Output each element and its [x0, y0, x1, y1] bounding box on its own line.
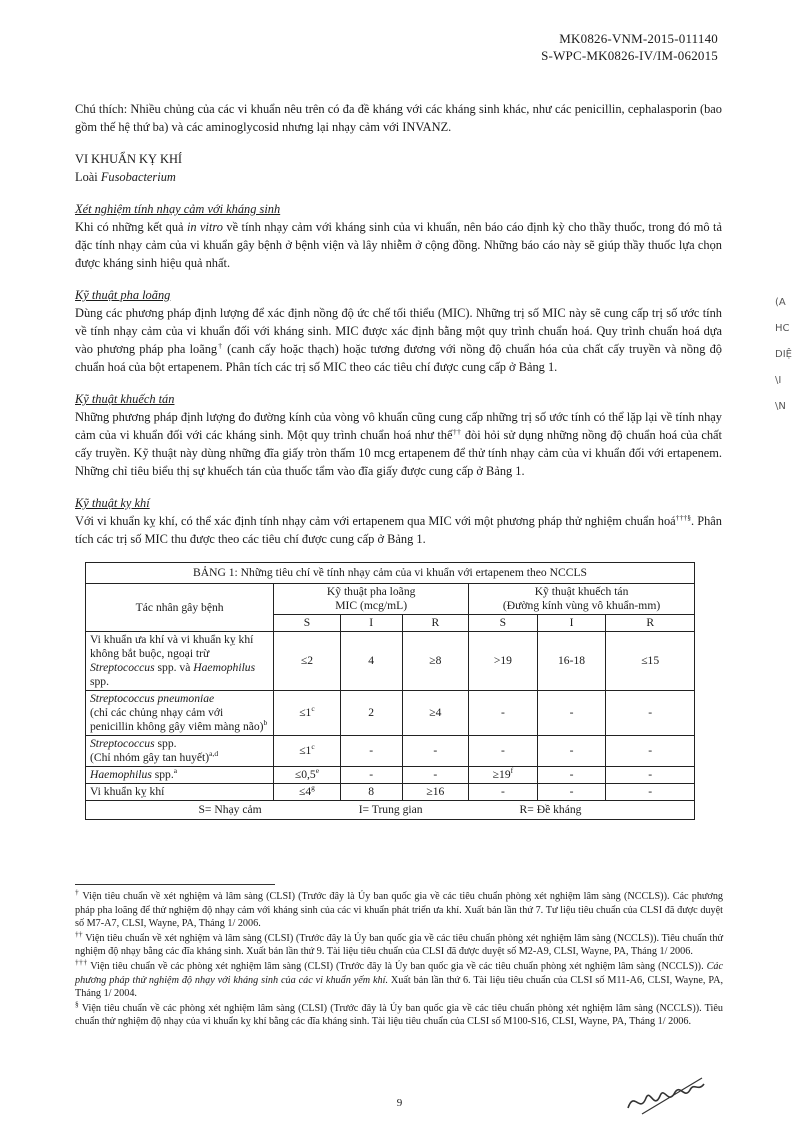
diffusion-text [75, 408, 722, 480]
text-italic: Streptococcus [90, 661, 155, 674]
footnote-ref: g [311, 783, 315, 793]
page-number: 9 [396, 1097, 403, 1109]
subheader-cell: S [274, 615, 340, 632]
footnote [75, 887, 724, 931]
table-row [86, 784, 695, 801]
susceptibility-text [75, 218, 722, 272]
value-cell: - [469, 784, 538, 801]
anaerobic-section [75, 494, 722, 548]
text-part: spp. và [154, 661, 194, 674]
cell-value: ≤1 [299, 706, 312, 719]
text-part: Dùng các phương pháp định lượng để xác định nồng độ ức chế tối thiểu (MIC). Những trị số MIC này sẽ cung cấp trị số ước tính về tính nhạy cảm của vi khuẩn đối với kháng sinh. MIC được xác định bằng một quy trình chuẩn hoá. Quy trình chuẩn hoá dựa vào phương pháp pha loãng [75, 306, 722, 356]
value-cell [274, 736, 340, 767]
header-text: (Đường kính vùng vô khuẩn-mm) [502, 599, 661, 612]
diffusion-heading: Kỹ thuật khuếch tán [75, 392, 175, 406]
edge-fragment: DIỆ [775, 349, 792, 360]
value-cell: - [606, 691, 695, 736]
main-content [75, 100, 722, 820]
text-italic: Haemophilus [193, 661, 256, 674]
document-reference: S-WPC-MK0826-IV/IM-062015 [541, 48, 718, 63]
value-cell: - [606, 736, 695, 767]
footnote-ref: † [217, 340, 224, 350]
footnote-mark: ††† [75, 957, 88, 967]
text-italic: Streptococcus pneumoniae [90, 692, 215, 705]
species-name: Fusobacterium [100, 170, 176, 184]
value-cell: 2 [340, 691, 402, 736]
subheader-cell: I [537, 615, 606, 632]
subheader-cell: R [402, 615, 468, 632]
legend-susceptible: S= Nhạy cảm [198, 803, 262, 816]
value-cell: - [606, 784, 695, 801]
value-cell: ≥8 [402, 632, 468, 691]
value-cell: - [537, 736, 606, 767]
footnote-mark: § [75, 999, 79, 1009]
footnotes [75, 887, 724, 1030]
footnote-mark: †† [75, 929, 83, 939]
value-cell: ≤15 [606, 632, 695, 691]
value-cell [274, 784, 340, 801]
footnote-divider [75, 884, 275, 885]
note-paragraph: Chú thích: Nhiều chủng của các vi khuẩn nêu trên có đa đề kháng với các kháng sinh khác, như các penicillin, cephalasporin (bao gồm thế hệ thứ ba) và các aminoglycosid nhưng lại nhạy cảm với INVANZ. [75, 102, 722, 134]
footnote-text: Viện tiêu chuẩn về các phòng xét nghiệm lâm sàng (CLSI) (Trước đây là Ủy ban quốc gia về các tiêu chuẩn phòng xét nghiệm lâm sàng (NCCLS)). Tiêu chuẩn thử nghiệm độ nhạy của vi khuẩn kỵ khí bằng các đĩa kháng sinh. Tài liệu tiêu chuẩn của CLSI số M100-S16, CLSI, Wayne, PA, Tháng 1/ 2006. [75, 1002, 723, 1028]
text-part: Vi khuẩn ưa khí và vi khuẩn kỵ khí không bắt buộc, ngoại trừ [90, 633, 254, 660]
text-part: . Phân tích các trị số MIC thu được theo các tiêu chí được cung cấp ở Bảng 1. [75, 514, 722, 546]
value-cell: - [469, 736, 538, 767]
legend-intermediate: I= Trung gian [358, 803, 423, 816]
header-text: Kỹ thuật khuếch tán [534, 585, 629, 598]
value-cell: 16-18 [537, 632, 606, 691]
footnote-text: Viện tiêu chuẩn về xét nghiệm và lâm sàng (CLSI) (Trước đây là Ủy ban quốc gia về các tiêu chuẩn phòng xét nghiệm lâm sàng (NCCLS)). Tiêu chuẩn thử nghiệm độ nhạy bằng các đĩa kháng sinh. Xuất bản lần thứ 9. Tài liệu tiêu chuẩn của CLSI đã được duyệt số M2-A9, CLSI, Wayne, PA, Tháng 1/ 2006. [75, 932, 723, 958]
table-legend [86, 801, 695, 820]
agent-cell [86, 767, 274, 784]
footnote-ref: †††§ [675, 512, 691, 522]
text-part: (chỉ các chủng nhạy cảm với penicillin không gây viêm màng não) [90, 706, 264, 733]
cell-value: ≤1 [299, 744, 312, 757]
text-italic: Haemophilus [90, 768, 152, 781]
table-row [86, 736, 695, 767]
susceptibility-heading: Xét nghiệm tính nhạy cảm với kháng sinh [75, 202, 281, 216]
footnote [75, 929, 723, 959]
susceptibility-section [75, 200, 722, 272]
column-header-dilution [274, 584, 469, 615]
value-cell: - [402, 736, 468, 767]
subheader-cell: I [340, 615, 402, 632]
footnote-text: Xuất bản lần thứ 6. Tài liệu tiêu chuẩn của CLSI số M11-A6, CLSI, Wayne, PA, Tháng 1/ 2004. [75, 974, 723, 1000]
value-cell: - [340, 767, 402, 784]
value-cell: - [469, 691, 538, 736]
footnote-ref: e [315, 766, 320, 776]
footnote-ref: †† [452, 426, 462, 436]
text-italic: in vitro [186, 220, 223, 234]
agent-cell [86, 632, 274, 691]
agent-cell [86, 691, 274, 736]
diffusion-section [75, 390, 722, 480]
cell-value: ≤4 [298, 785, 312, 798]
legend-resistant: R= Đề kháng [519, 803, 582, 816]
text-part: đòi hỏi sử dụng những nồng độ chuẩn hoá của chất cấy truyền. Kỹ thuật này dùng những đĩa giấy tròn thấm 10 mcg ertapenem để thử tính nhạy cảm của vi khuẩn đối với ertapenem. Những chỉ tiêu biểu thị sự khuếch tán của thuốc tẩm vào đĩa giấy được cung cấp ở Bảng 1. [75, 428, 723, 478]
footnote-ref: a [173, 766, 178, 776]
value-cell [274, 691, 340, 736]
dilution-text [75, 304, 722, 376]
footnote-ref: c [311, 742, 315, 752]
footnote-mark: † [75, 887, 80, 897]
table-row [86, 691, 695, 736]
value-cell: - [537, 784, 606, 801]
edge-fragment: (A [775, 297, 786, 308]
table-row [86, 767, 695, 784]
column-header-diffusion [469, 584, 695, 615]
margin-fragments [775, 290, 799, 420]
footnote-text: Viện tiêu chuẩn về các phòng xét nghiệm lâm sàng (CLSI) (Trước đây là Ủy ban quốc gia về các tiêu chuẩn phòng xét nghiệm lâm sàng (NCCLS)). [87, 960, 707, 972]
column-header-agent: Tác nhân gây bệnh [86, 584, 274, 632]
value-cell: ≤2 [274, 632, 340, 691]
text-part: Những phương pháp định lượng đo đường kính của vòng vô khuẩn cũng cung cấp những trị số ước tính có thể lặp lại về tính nhạy cảm của vi khuẩn đối với các kháng sinh. Một quy trình chuẩn hoá như thế [75, 410, 722, 442]
agent-cell [86, 736, 274, 767]
document-code: MK0826-VNM-2015-011140 [559, 31, 718, 46]
value-cell: 4 [340, 632, 402, 691]
text-part: Vi khuẩn kỵ khí [90, 785, 165, 798]
species-line [75, 168, 722, 186]
footnote-ref: f [510, 766, 514, 776]
text-part: Với vi khuẩn kỵ khí, có thể xác định tính nhạy cảm với ertapenem qua MIC với một phương pháp thử nghiệm chuẩn hoá [75, 514, 676, 528]
value-cell: ≥4 [402, 691, 468, 736]
text-part: (canh cấy hoặc thạch) hoặc tương đương với nồng độ chuẩn hóa của chất cấy truyền và nồng độ chuẩn hoá của bột ertapenem. Phân tích các trị số MIC theo các tiêu chí được cung cấp ở Bảng 1. [75, 342, 722, 374]
signature-initials [624, 1070, 714, 1120]
edge-fragment: \N [775, 401, 786, 412]
text-part: spp. [90, 675, 110, 688]
species-prefix: Loài [75, 170, 101, 184]
text-part: spp. [154, 737, 177, 750]
footnote-ref: a,d [209, 749, 219, 759]
value-cell: >19 [469, 632, 538, 691]
table-row [86, 632, 695, 691]
anaerobic-heading: Kỹ thuật kỵ khí [75, 496, 150, 510]
criteria-table [85, 562, 695, 820]
text-part: Khi có những kết quả [75, 220, 187, 234]
footnote-ref: c [311, 704, 315, 714]
value-cell [274, 767, 340, 784]
cell-value: ≥19 [492, 768, 511, 781]
edge-fragment: \I [775, 375, 782, 386]
table-legend-row [86, 801, 695, 820]
document-header [541, 30, 718, 64]
value-cell: - [402, 767, 468, 784]
subheader-cell: R [606, 615, 695, 632]
anaerobic-text [75, 512, 722, 548]
text-part: (Chỉ nhóm gây tan huyết) [90, 751, 210, 764]
header-text: Kỹ thuật pha loãng [326, 585, 416, 598]
footnote-italic: Các phương pháp thử nghiệm độ nhạy với kháng sinh của các vi khuẩn yếm khí. [75, 960, 724, 986]
subheader-cell: S [469, 615, 538, 632]
cell-value: ≤0,5 [294, 768, 316, 781]
value-cell: - [537, 767, 606, 784]
text-part: spp. [151, 768, 174, 781]
text-italic: Streptococcus [90, 737, 155, 750]
section-anaerobes [75, 150, 722, 186]
text-part: về tính nhạy cảm với kháng sinh của vi khuẩn, nên báo cáo định kỳ cho thầy thuốc, trong đó mô tả đặc tính nhạy cảm của vi khuẩn gây bệnh ở bệnh viện và lây nhiễm ở cộng đồng. Những báo cáo này sẽ giúp thầy thuốc lựa chọn được kháng sinh hiệu quả nhất. [75, 220, 722, 270]
dilution-section [75, 286, 722, 376]
table-caption: BẢNG 1: Những tiêu chí về tính nhạy cảm của vi khuẩn với ertapenem theo NCCLS [86, 563, 695, 584]
value-cell: - [606, 767, 695, 784]
agent-cell [86, 784, 274, 801]
footnote [75, 957, 724, 1001]
value-cell: - [340, 736, 402, 767]
footnote-text: Viện tiêu chuẩn về xét nghiệm và lâm sàng (CLSI) (Trước đây là Ủy ban quốc gia về các tiêu chuẩn phòng xét nghiệm lâm sàng (NCCLS)). Các phương pháp pha loãng để thử nghiệm độ nhạy cảm với kháng sinh của các vi khuẩn phát triển ưa khí. Xuất bản lần thứ 7. Tư liệu tiêu chuẩn của CLSI đã được duyệt số M7-A7, CLSI, Wayne, PA, Tháng 1/ 2006. [75, 891, 724, 930]
value-cell: 8 [340, 784, 402, 801]
section-title: VI KHUẨN KỴ KHÍ [75, 152, 183, 166]
dilution-heading: Kỹ thuật pha loãng [75, 288, 171, 302]
edge-fragment: HC [775, 323, 790, 334]
footnote-ref: b [263, 718, 268, 728]
value-cell: - [537, 691, 606, 736]
header-text: MIC (mcg/mL) [335, 599, 408, 612]
value-cell [469, 767, 538, 784]
value-cell: ≥16 [402, 784, 468, 801]
footnote [75, 999, 723, 1029]
